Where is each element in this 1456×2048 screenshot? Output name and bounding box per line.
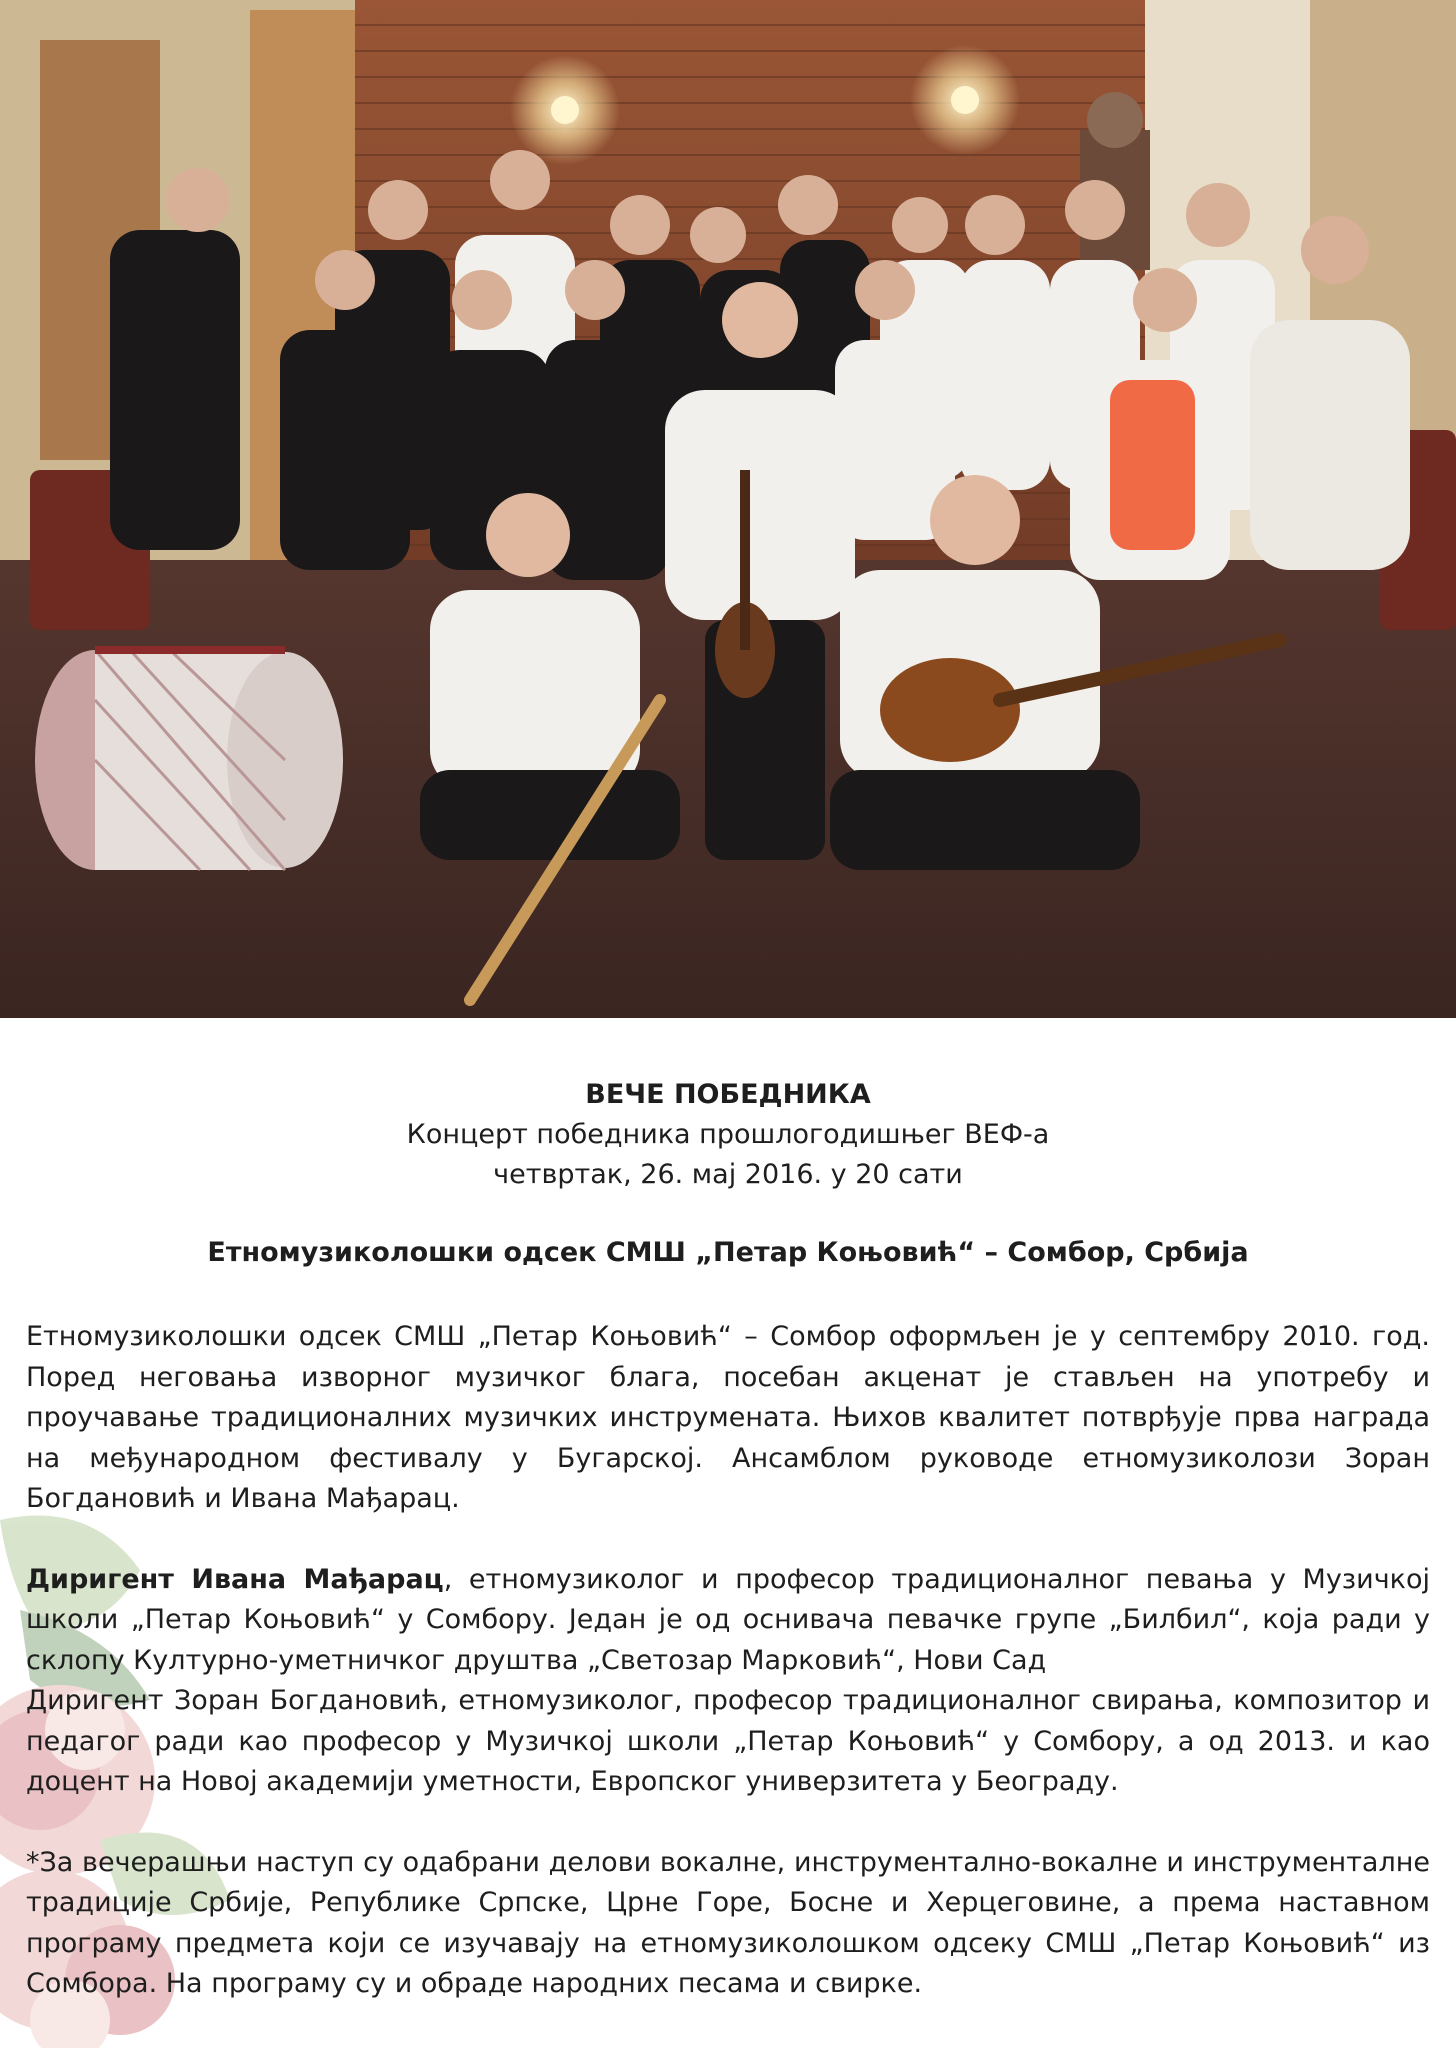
conductor-ivana-name: Диригент Ивана Мађарац bbox=[26, 1563, 444, 1595]
group-photo bbox=[0, 0, 1456, 1018]
program-note: *За вечерашњи наступ су одабрани делови вокалне, инструментално-вокалне и инструменталне традиције Србије, Републике Српске, Црне Горе, Босне и Херцеговине, а према наставном програму предмета који се изучавају на етномузиколошком одсеку СМШ „Петар Коњовић“ из Сомбора. На програму су и обраде народних песама и свирке. bbox=[26, 1846, 1430, 1999]
group-photo-illustration bbox=[0, 0, 1456, 1018]
conductor-ivana-bio: , етномузиколог и професор традиционалног певања у Музичкој школи „Петар Коњовић“ у Сомбору. Један је од оснивача певачке групе „Билбил“, која ради у склопу Културно-уметничког друштва „Светозар Марковић“, Нови Сад bbox=[26, 1563, 1430, 1676]
conductor-zoran-paragraph: Диригент Зоран Богдановић, етномузиколог, професор традиционалног свирања, композитор и педагог ради као професор у Музичкој школи „Петар Коњовић“ у Сомбору, а од 2013. и као доцент на Новој академији уметности, Европског универзитета у Београду. bbox=[26, 1685, 1430, 1797]
bust-head bbox=[1087, 92, 1143, 148]
event-datetime: четвртак, 26. мај 2016. у 20 сати bbox=[493, 1159, 963, 1190]
ensemble-heading: Етномузиколошки одсек СМШ „Петар Коњовић“ – Сомбор, Србија bbox=[207, 1237, 1249, 1268]
event-heading bbox=[26, 1075, 1430, 1195]
event-subtitle: Концерт победника прошлогодишњег ВЕФ-а bbox=[406, 1119, 1050, 1150]
event-title: ВЕЧЕ ПОБЕДНИКА bbox=[585, 1079, 871, 1110]
program-text bbox=[26, 1075, 1430, 2005]
drum bbox=[35, 650, 343, 870]
conductor-ivana-paragraph bbox=[26, 1560, 1430, 1682]
ensemble-description: Етномузиколошки одсек СМШ „Петар Коњовић“ – Сомбор оформљен је у септембру 2010. год. Поред неговања изворног музичког блага, посебан акценат је стављен на употребу и проучавање традиционалних музичких инструмената. Њихов квалитет потврђује прва награда на међународном фестивалу у Бугарској. Ансамблом руководе етномузиколози Зоран Богдановић и Ивана Мађарац. bbox=[26, 1321, 1430, 1514]
